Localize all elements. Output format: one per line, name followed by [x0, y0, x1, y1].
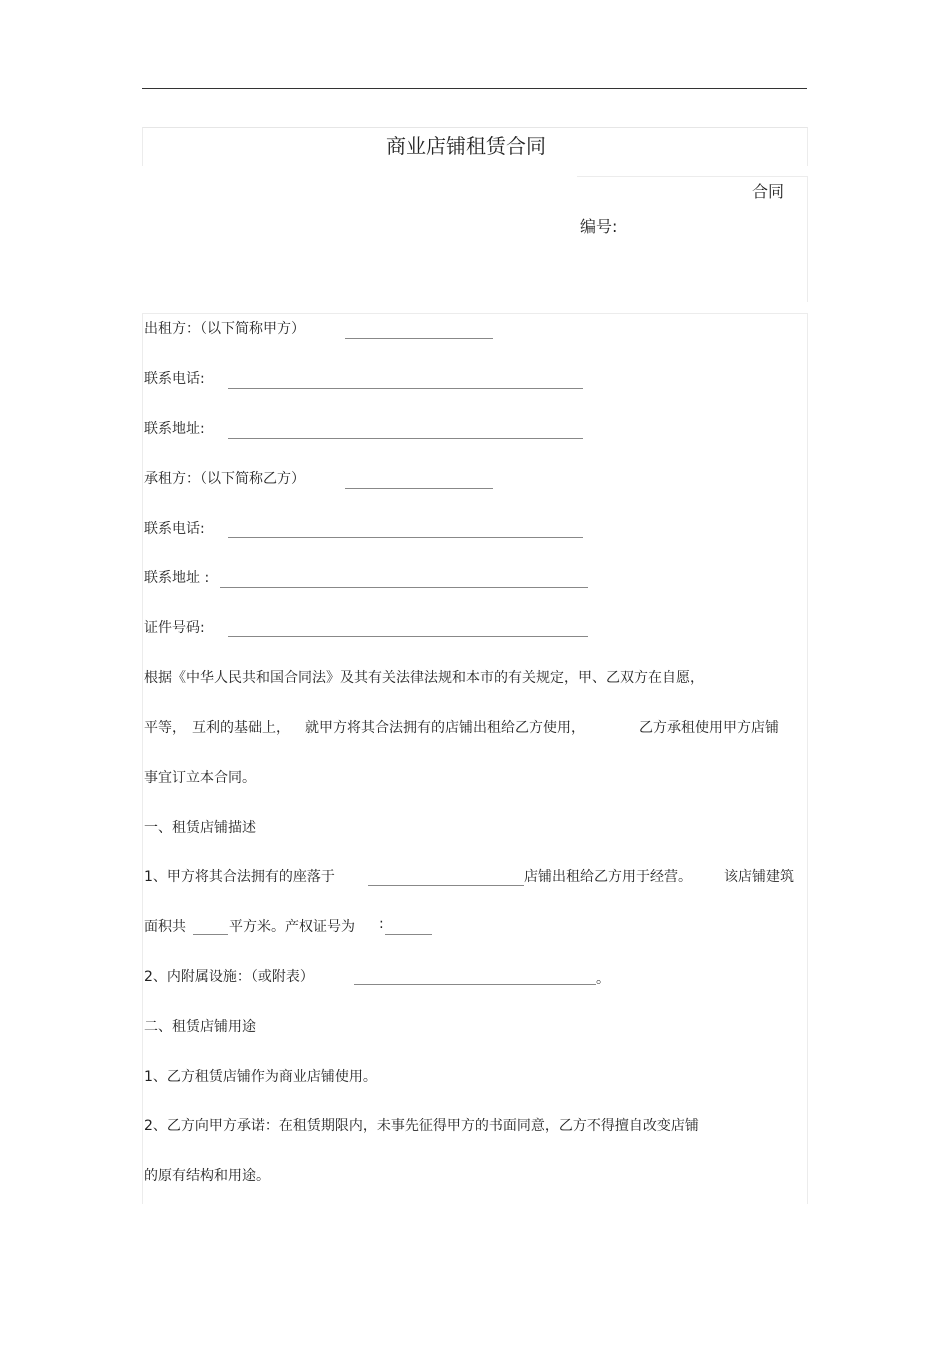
- header-rule: [142, 88, 807, 89]
- lessee-name-blank[interactable]: [345, 488, 493, 489]
- contract-number-label-1: 合同: [752, 182, 785, 201]
- section-1-item-1e: 平方米。产权证号为: [229, 919, 355, 935]
- id-number-blank[interactable]: [228, 636, 588, 637]
- preamble-line-2b: 互利的基础上，: [192, 720, 290, 736]
- lessor-name-blank[interactable]: [345, 338, 493, 339]
- section-2-item-2b: 的原有结构和用途。: [144, 1168, 270, 1184]
- section-1-heading: 一、租赁店铺描述: [144, 820, 256, 836]
- property-cert-blank[interactable]: [385, 934, 432, 935]
- preamble-line-3: 事宜订立本合同。: [144, 770, 256, 786]
- contract-title: 商业店铺租赁合同: [386, 134, 546, 158]
- preamble-line-2c: 就甲方将其合法拥有的店铺出租给乙方使用，: [305, 720, 585, 736]
- section-2-item-1: 1、乙方租赁店铺作为商业店铺使用。: [144, 1069, 377, 1085]
- preamble-line-1: 根据《中华人民共和国合同法》及其有关法律法规和本市的有关规定，甲、乙双方在自愿，: [144, 670, 704, 686]
- lessor-phone-blank[interactable]: [228, 388, 583, 389]
- section-1-item-1d: 面积共: [144, 919, 186, 935]
- section-2-item-2a: 2、乙方向甲方承诺：在租赁期限内，未事先征得甲方的书面同意，乙方不得擅自改变店铺: [144, 1118, 699, 1134]
- contract-number-label-2: 编号:: [580, 217, 618, 236]
- lessee-phone-blank[interactable]: [228, 537, 583, 538]
- facilities-blank[interactable]: [354, 984, 596, 985]
- area-blank[interactable]: [193, 934, 228, 935]
- section-1-item-1f: :: [379, 916, 384, 932]
- section-1-item-2a: 2、内附属设施：（或附表）: [144, 969, 314, 985]
- lessee-label: 承租方：（以下简称乙方）: [144, 471, 305, 487]
- id-number-label: 证件号码:: [144, 620, 205, 636]
- lessee-address-blank[interactable]: [220, 587, 588, 588]
- location-blank[interactable]: [368, 885, 524, 886]
- lessor-address-label: 联系地址:: [144, 421, 205, 437]
- lessor-phone-label: 联系电话:: [144, 371, 205, 387]
- section-1-item-1c: 该店铺建筑: [724, 869, 794, 885]
- lessor-label: 出租方：（以下简称甲方）: [144, 321, 305, 337]
- preamble-line-2a: 平等，: [144, 720, 186, 736]
- preamble-line-2d: 乙方承租使用甲方店铺: [639, 720, 779, 736]
- section-1-item-1b: 店铺出租给乙方用于经营。: [524, 869, 692, 885]
- lessee-phone-label: 联系电话:: [144, 521, 205, 537]
- section-1-item-2b: 。: [596, 971, 610, 987]
- section-1-item-1a: 1、甲方将其合法拥有的座落于: [144, 869, 335, 885]
- lessor-address-blank[interactable]: [228, 438, 583, 439]
- lessee-address-label: 联系地址 :: [144, 570, 210, 586]
- section-2-heading: 二、租赁店铺用途: [144, 1019, 256, 1035]
